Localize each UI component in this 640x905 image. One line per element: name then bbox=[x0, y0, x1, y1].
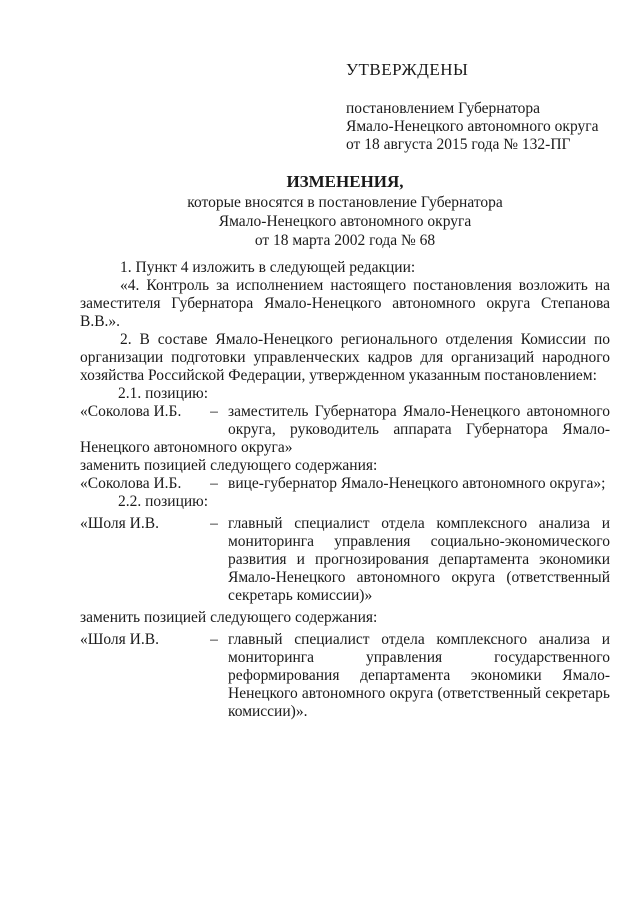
document-body bbox=[80, 259, 610, 721]
entry-description-line-5: секретарь комиссии)» bbox=[228, 587, 373, 604]
entry-dash: – bbox=[210, 475, 218, 492]
entry-description bbox=[228, 403, 610, 439]
title-block bbox=[80, 172, 610, 250]
entry-description-line-5: комиссии)». bbox=[228, 703, 308, 720]
approval-line-1: постановлением Губернатора bbox=[346, 100, 541, 117]
position-entry-sokolova-old bbox=[80, 403, 610, 439]
subitem-2-2: 2.2. позицию: bbox=[118, 493, 209, 510]
document-title: ИЗМЕНЕНИЯ, bbox=[286, 172, 404, 191]
entry-description-line-1: главный специалист отдела комплексного анализа и bbox=[228, 631, 610, 648]
entry-description bbox=[228, 475, 610, 493]
entry-description-line-2: мониторинга управления государственного bbox=[228, 649, 610, 666]
entry-description-line-2: мониторинга управления социально-экономического bbox=[228, 533, 610, 550]
entry-name: «Шоля И.В. bbox=[80, 515, 159, 532]
entry-description-line-4: Ямало-Ненецкого автономного округа (ответственный bbox=[228, 569, 610, 586]
replace-instruction-2: заменить позицией следующего содержания: bbox=[80, 609, 378, 626]
entry-dash: – bbox=[210, 403, 218, 420]
position-entry-sokolova-new bbox=[80, 475, 610, 493]
entry-description-line-3: развития и прогнозирования департамента экономики bbox=[228, 551, 610, 568]
title-line-2: Ямало-Ненецкого автономного округа bbox=[218, 213, 472, 230]
entry-description-line-1: вице-губернатор Ямало-Ненецкого автономного округа»; bbox=[228, 475, 606, 492]
entry-description bbox=[228, 631, 610, 721]
replace-instruction-1: заменить позицией следующего содержания: bbox=[80, 457, 378, 474]
item-2-line-2: организации подготовки управленческих кадров для организаций народного bbox=[80, 349, 610, 366]
item-1-quote-line-2: заместителя Губернатора Ямало-Ненецкого автономного округа Степанова В.В.». bbox=[80, 295, 610, 330]
entry-dash: – bbox=[210, 515, 218, 532]
approval-line-2: Ямало-Ненецкого автономного округа bbox=[346, 118, 599, 135]
entry-name: «Соколова И.Б. bbox=[80, 403, 182, 420]
entry-description-line-3: Ненецкого автономного округа» bbox=[80, 439, 293, 456]
subitem-2-1: 2.1. позицию: bbox=[118, 385, 209, 402]
entry-dash: – bbox=[210, 631, 218, 648]
approval-line-3: от 18 августа 2015 года № 132-ПГ bbox=[346, 136, 571, 153]
position-entry-sholya-old bbox=[80, 515, 610, 605]
entry-description-line-3: реформирования департамента экономики Ямало- bbox=[228, 667, 610, 684]
entry-description-line-1: заместитель Губернатора Ямало-Ненецкого автономного bbox=[228, 403, 610, 420]
item-1-quote-line-1: «4. Контроль за исполнением настоящего постановления возложить на bbox=[120, 277, 610, 294]
entry-name: «Соколова И.Б. bbox=[80, 475, 182, 492]
entry-description-line-2: округа, руководитель аппарата Губернатора Ямало- bbox=[228, 421, 610, 438]
title-line-3: от 18 марта 2002 года № 68 bbox=[254, 232, 436, 249]
item-2-line-3: хозяйства Российской Федерации, утвержденном указанным постановлением: bbox=[80, 367, 597, 384]
position-entry-sholya-new bbox=[80, 631, 610, 721]
entry-description-line-4: Ненецкого автономного округа (ответственный секретарь bbox=[228, 685, 610, 702]
title-line-1: которые вносятся в постановление Губернатора bbox=[187, 194, 503, 211]
approval-block bbox=[346, 60, 626, 154]
item-1: 1. Пункт 4 изложить в следующей редакции: bbox=[120, 259, 416, 276]
item-2-line-1: 2. В составе Ямало-Ненецкого регионального отделения Комиссии по bbox=[120, 331, 610, 348]
entry-description bbox=[228, 515, 610, 605]
entry-description-line-1: главный специалист отдела комплексного анализа и bbox=[228, 515, 610, 532]
approval-heading: УТВЕРЖДЕНЫ bbox=[346, 60, 469, 79]
entry-name: «Шоля И.В. bbox=[80, 631, 159, 648]
